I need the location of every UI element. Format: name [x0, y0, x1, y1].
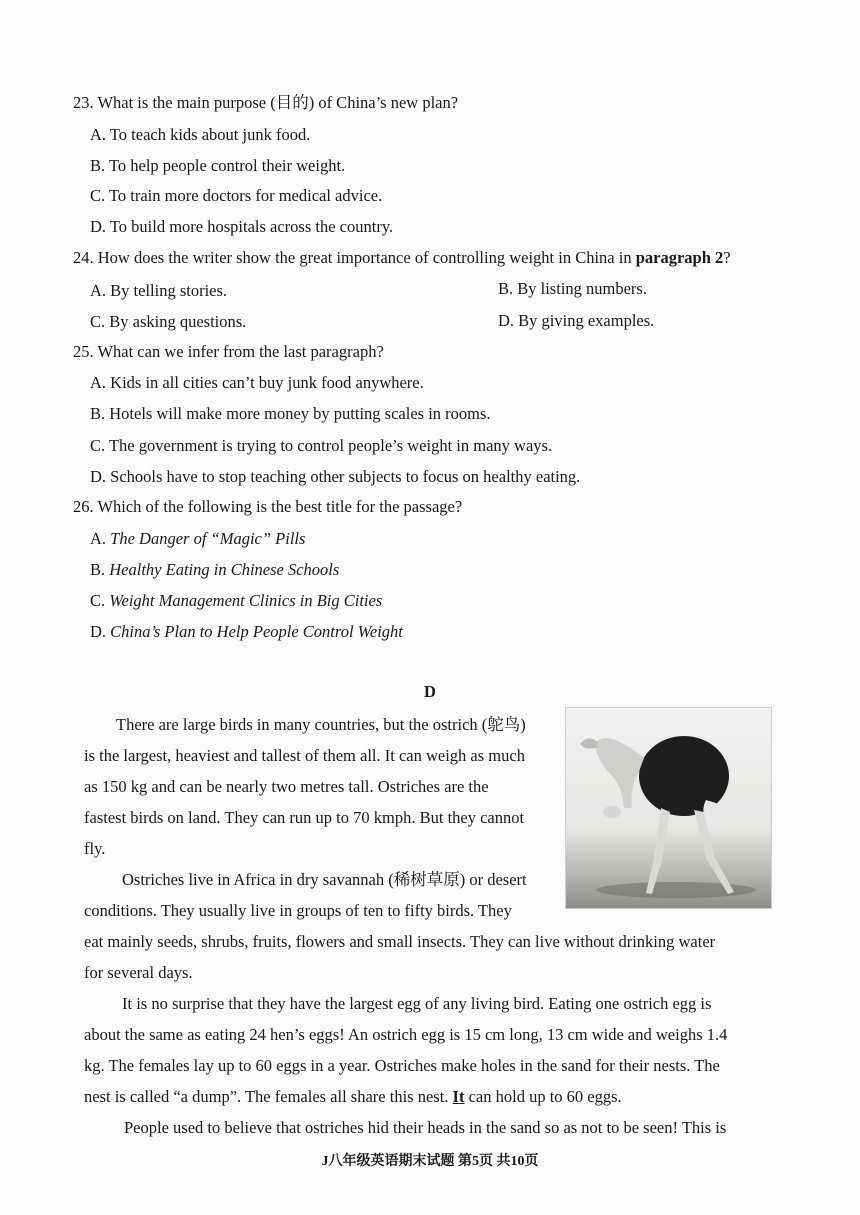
question-26-option-d — [90, 622, 403, 642]
question-24-stem-text: 24. How does the writer show the great importance of controlling weight in China in — [73, 248, 636, 267]
question-26-option-c — [90, 591, 382, 611]
option-title: The Danger of “Magic” Pills — [110, 529, 306, 548]
option-letter: B. — [90, 560, 110, 579]
question-25-option-d: D. Schools have to stop teaching other subjects to focus on healthy eating. — [90, 467, 581, 486]
option-title: Weight Management Clinics in Big Cities — [109, 591, 383, 610]
passage-line: People used to believe that ostriches hid their heads in the sand so as not to be seen! This is — [124, 1118, 727, 1137]
question-26-option-a — [90, 529, 305, 549]
passage-line: kg. The females lay up to 60 eggs in a year. Ostriches make holes in the sand for their nests. The — [84, 1056, 720, 1075]
passage-line: fly. — [84, 839, 106, 858]
question-25-option-a: A. Kids in all cities can’t buy junk food anywhere. — [90, 373, 424, 392]
question-24-option-b: B. By listing numbers. — [498, 279, 647, 298]
question-25-option-b: B. Hotels will make more money by putting scales in rooms. — [90, 404, 491, 423]
question-24-option-a: A. By telling stories. — [90, 281, 228, 300]
passage-line — [84, 1087, 622, 1107]
passage-line: Ostriches live in Africa in dry savannah (稀树草原) or desert — [122, 870, 527, 889]
passage-text: can hold up to 60 eggs. — [464, 1087, 622, 1106]
question-24-stem-emphasis: paragraph 2 — [635, 248, 724, 267]
question-25-option-c: C. The government is trying to control people’s weight in many ways. — [90, 436, 553, 455]
question-24-stem-end: ? — [723, 248, 731, 267]
passage-line: conditions. They usually live in groups of ten to fifty birds. They — [84, 901, 512, 920]
underlined-word: It — [452, 1087, 465, 1106]
question-24-option-c: C. By asking questions. — [90, 312, 247, 331]
section-heading: D — [424, 682, 436, 701]
passage-line: eat mainly seeds, shrubs, fruits, flowers and small insects. They can live without drinking water — [84, 932, 716, 951]
passage-line: is the largest, heaviest and tallest of them all. It can weigh as much — [84, 746, 525, 765]
ostrich-illustration-icon — [566, 708, 771, 908]
passage-line: It is no surprise that they have the largest egg of any living bird. Eating one ostrich egg is — [122, 994, 712, 1013]
passage-line: as 150 kg and can be nearly two metres tall. Ostriches are the — [84, 777, 489, 796]
option-letter: D. — [90, 622, 111, 641]
question-25-stem: 25. What can we infer from the last paragraph? — [73, 342, 384, 361]
option-letter: C. — [90, 591, 110, 610]
passage-line: There are large birds in many countries, but the ostrich (鸵鸟) — [116, 715, 526, 734]
passage-line: fastest birds on land. They can run up to 70 kmph. But they cannot — [84, 808, 525, 827]
question-23-option-d: D. To build more hospitals across the country. — [90, 217, 394, 236]
page-footer: J八年级英语期末试题 第5页 共10页 — [321, 1154, 539, 1169]
question-23-option-c: C. To train more doctors for medical advice. — [90, 186, 383, 205]
question-24-option-d: D. By giving examples. — [498, 311, 655, 330]
passage-line: about the same as eating 24 hen’s eggs! An ostrich egg is 15 cm long, 13 cm wide and weighs 1.4 — [84, 1025, 728, 1044]
question-24-stem — [73, 248, 731, 268]
option-letter: A. — [90, 529, 111, 548]
question-26-stem: 26. Which of the following is the best title for the passage? — [73, 497, 463, 516]
question-23-option-b: B. To help people control their weight. — [90, 156, 346, 175]
question-23-option-a: A. To teach kids about junk food. — [90, 125, 311, 144]
option-title: China’s Plan to Help People Control Weight — [110, 622, 403, 641]
passage-text: nest is called “a dump”. The females all share this nest. — [84, 1087, 453, 1106]
question-26-option-b — [90, 560, 339, 580]
option-title: Healthy Eating in Chinese Schools — [109, 560, 340, 579]
question-23-stem: 23. What is the main purpose (目的) of China’s new plan? — [73, 93, 459, 112]
ostrich-photo — [565, 707, 772, 909]
passage-line: for several days. — [84, 963, 193, 982]
